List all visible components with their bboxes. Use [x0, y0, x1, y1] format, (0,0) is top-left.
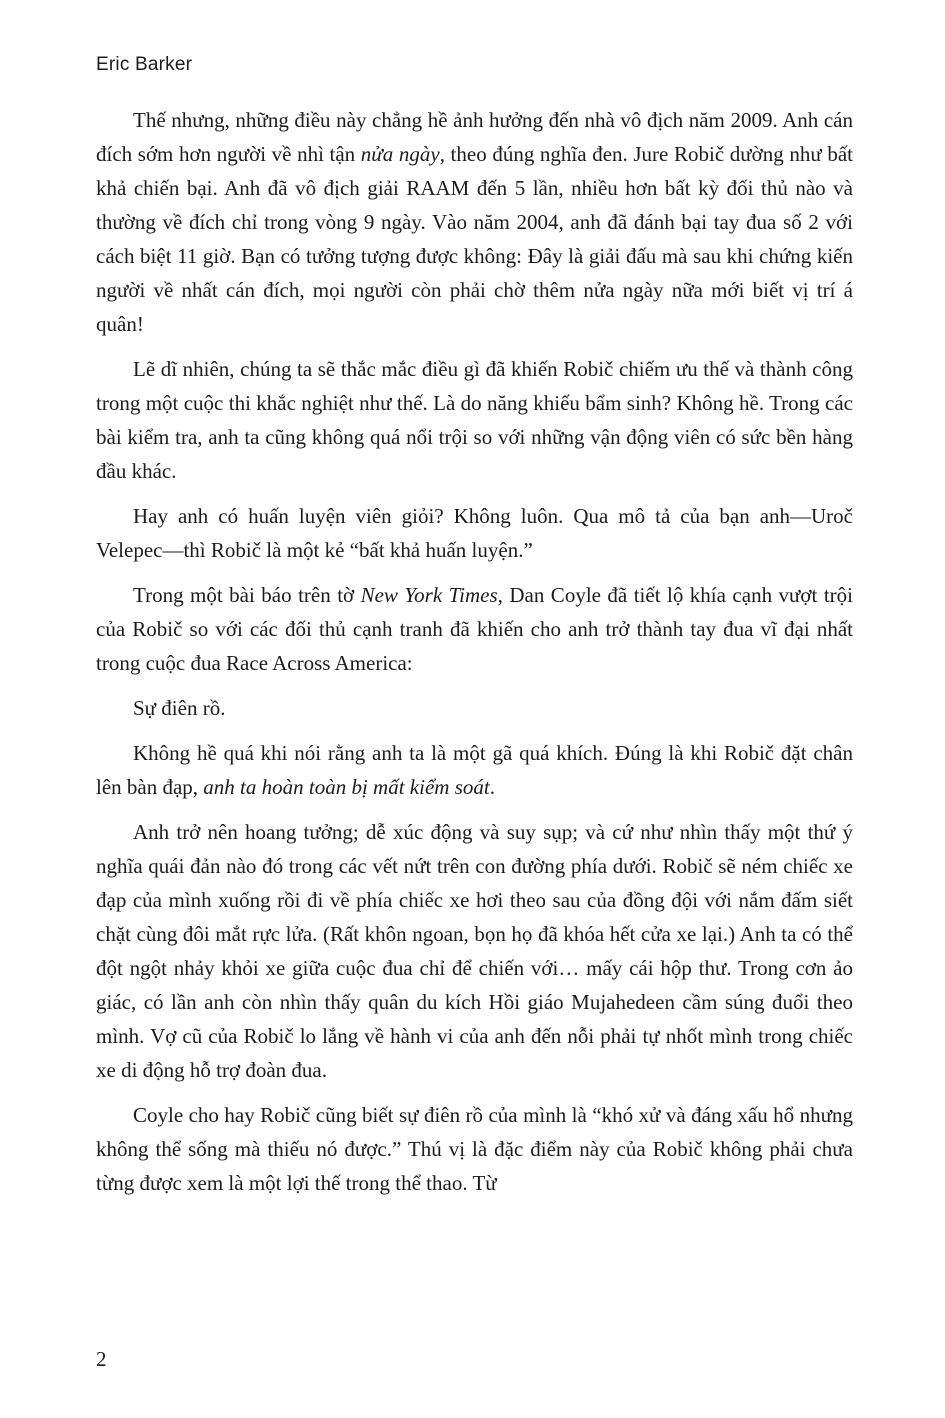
text-run: . — [489, 775, 495, 799]
paragraph — [96, 103, 853, 341]
paragraph — [96, 691, 853, 725]
text-run: Coyle cho hay Robič cũng biết sự điên rồ của mình là “khó xử và đáng xấu hổ nhưng không thể sống mà thiếu nó được.” Thú vị là đặc điểm này của Robič không phải chưa từng được xem là một lợi thế trong thể thao. Từ — [96, 1103, 853, 1195]
paragraph — [96, 815, 853, 1087]
text-run-italic: New York Times — [360, 583, 498, 607]
page-body-text — [96, 103, 853, 1211]
text-run-italic: anh ta hoàn toàn bị mất kiểm soát — [203, 775, 490, 799]
running-header-author: Eric Barker — [96, 54, 193, 75]
page-number: 2 — [96, 1347, 107, 1371]
text-run: Trong một bài báo trên tờ — [133, 583, 361, 607]
text-run: Hay anh có huấn luyện viên giỏi? Không luôn. Qua mô tả của bạn anh—Uroč Velepec—thì Robič là một kẻ “bất khả huấn luyện.” — [96, 504, 853, 562]
text-run: , Dan Coyle đã tiết lộ khía cạnh vượt trội của Robič so với các đối thủ cạnh tranh đã khiến cho anh trở thành tay đua vĩ đại nhất trong cuộc đua Race Across America: — [96, 583, 853, 675]
text-run: Lẽ dĩ nhiên, chúng ta sẽ thắc mắc điều gì đã khiến Robič chiếm ưu thế và thành công trong một cuộc thi khắc nghiệt như thế. Là do năng khiếu bẩm sinh? Không hề. Trong các bài kiểm tra, anh ta cũng không quá nổi trội so với những vận động viên có sức bền hàng đầu khác. — [96, 357, 853, 483]
text-run-italic: nửa ngày — [360, 142, 440, 166]
text-run: Thế nhưng, những điều này chẳng hề ảnh hưởng đến nhà vô địch năm 2009. Anh cán đích sớm hơn người về nhì tận — [96, 108, 853, 166]
text-run: Sự điên rồ. — [133, 696, 226, 720]
paragraph — [96, 578, 853, 680]
paragraph — [96, 1098, 853, 1200]
paragraph — [96, 499, 853, 567]
paragraph — [96, 352, 853, 488]
text-run: Anh trở nên hoang tưởng; dễ xúc động và suy sụp; và cứ như nhìn thấy một thứ ý nghĩa quái đản nào đó trong các vết nứt trên con đường phía dưới. Robič sẽ ném chiếc xe đạp của mình xuống rồi đi về phía chiếc xe hơi theo sau của đồng đội với nắm đấm siết chặt cùng đôi mắt rực lửa. (Rất khôn ngoan, bọn họ đã khóa hết cửa xe lại.) Anh ta có thể đột ngột nhảy khỏi xe giữa cuộc đua chỉ để chiến với… mấy cái hộp thư. Trong cơn ảo giác, có lần anh còn nhìn thấy quân du kích Hồi giáo Mujahedeen cầm súng đuổi theo mình. Vợ cũ của Robič lo lắng về hành vi của anh đến nỗi phải tự nhốt mình trong chiếc xe di động hỗ trợ đoàn đua. — [96, 820, 853, 1082]
text-run: Không hề quá khi nói rằng anh ta là một gã quá khích. Đúng là khi Robič đặt chân lên bàn đạp, — [96, 741, 853, 799]
paragraph — [96, 736, 853, 804]
text-run: , theo đúng nghĩa đen. Jure Robič dường như bất khả chiến bại. Anh đã vô địch giải RAAM đến 5 lần, nhiều hơn bất kỳ đối thủ nào và thường về đích chỉ trong vòng 9 ngày. Vào năm 2004, anh đã đánh bại tay đua số 2 với cách biệt 11 giờ. Bạn có tưởng tượng được không: Đây là giải đấu mà sau khi chứng kiến người về nhất cán đích, mọi người còn phải chờ thêm nửa ngày nữa mới biết vị trí á quân! — [96, 142, 853, 336]
